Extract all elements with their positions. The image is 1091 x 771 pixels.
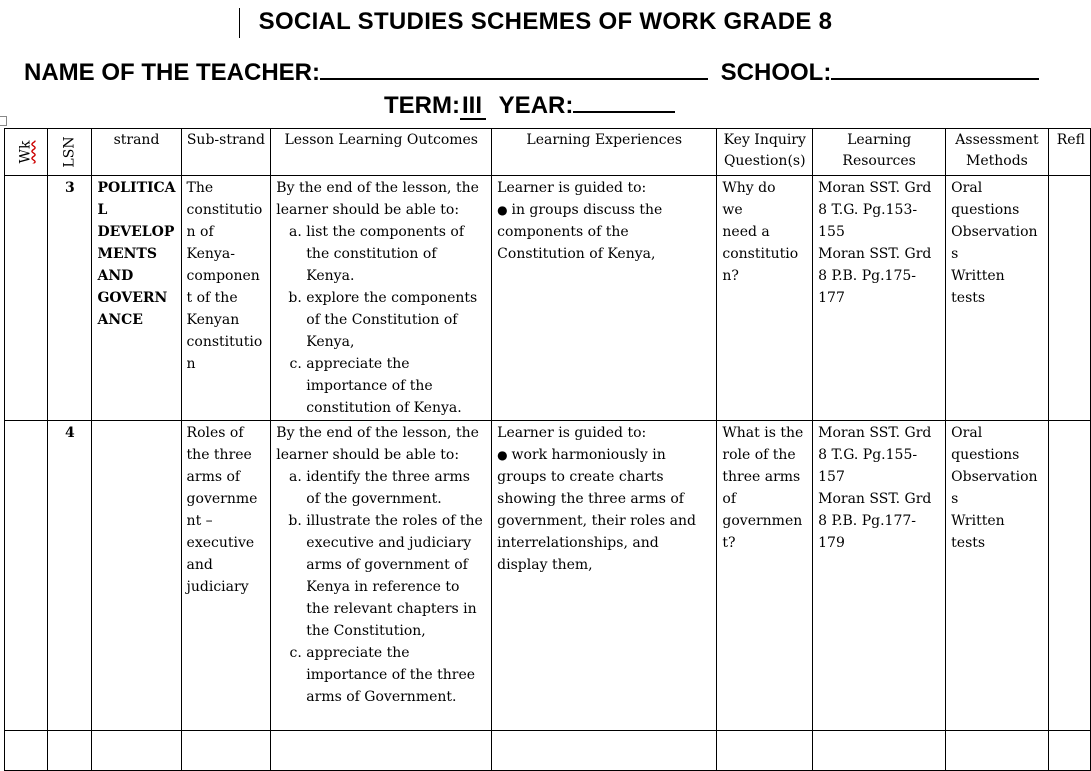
teacher-label: NAME OF THE TEACHER: [24, 59, 320, 86]
strand-cell[interactable] [92, 731, 181, 771]
list-item: ● work harmoniously in groups to create charts showing the three arms of government, their roles and interrelationships, and display them, [497, 444, 711, 576]
outcomes-cell[interactable] [271, 731, 492, 771]
inquiry-cell[interactable] [717, 731, 813, 771]
header-row [5, 129, 1091, 176]
substrand-cell[interactable]: The constitutio n of Kenya- componen t of the Kenyan constitutio n [181, 176, 271, 421]
table-move-handle-icon[interactable] [0, 116, 7, 126]
resources-cell[interactable] [813, 731, 946, 771]
experiences-cell[interactable] [492, 731, 717, 771]
wk-cell[interactable] [5, 176, 48, 421]
header-wk: Wk [5, 129, 48, 176]
inquiry-cell[interactable]: Why do we need a constitutio n? [717, 176, 813, 421]
teacher-name-blank[interactable] [320, 56, 708, 80]
outcomes-cell[interactable]: By the end of the lesson, the learner should be able to: a. identify the three arms of the government. b. illustrate the roles of the executive and judiciary arms of government of Kenya in reference to the relevant chapters in the Constitution, c. appreciate the importance of the three arms of Government. [271, 421, 492, 731]
inquiry-cell[interactable]: What is the role of the three arms of governmen t? [717, 421, 813, 731]
table-row [5, 731, 1091, 771]
list-item: a. list the components of the constitution of Kenya. [306, 221, 486, 287]
assessment-cell[interactable] [946, 731, 1049, 771]
list-item: c. appreciate the importance of the constitution of Kenya. [306, 353, 486, 419]
year-label: YEAR: [498, 92, 574, 119]
wk-cell[interactable] [5, 421, 48, 731]
term-value[interactable]: III [460, 94, 486, 120]
assessment-cell[interactable]: Oral questions Observation s Written tests [946, 421, 1049, 731]
list-item: b. illustrate the roles of the executive and judiciary arms of government of Kenya in reference to the relevant chapters in the Constitution, [306, 510, 486, 642]
wk-cell[interactable] [5, 731, 48, 771]
resources-cell[interactable]: Moran SST. Grd 8 T.G. Pg.155- 157 Moran SST. Grd 8 P.B. Pg.177-179 [813, 421, 946, 731]
table-row [5, 421, 1091, 731]
substrand-cell[interactable]: Roles of the three arms of governme nt – executive and judiciary [181, 421, 271, 731]
year-blank[interactable] [573, 89, 675, 113]
scheme-of-work-table [4, 128, 1091, 771]
strand-cell[interactable] [92, 421, 181, 731]
list-item: b. explore the components of the Constitution of Kenya, [306, 287, 486, 353]
header-strand: strand [92, 129, 181, 176]
teacher-school-line [24, 56, 1039, 87]
term-label: TERM: [384, 92, 460, 119]
text-cursor [239, 8, 240, 38]
document-title: SOCIAL STUDIES SCHEMES OF WORK GRADE 8 [258, 8, 833, 35]
list-item: c. appreciate the importance of the three arms of Government. [306, 642, 486, 708]
list-item: ● in groups discuss the components of the Constitution of Kenya, [497, 199, 711, 265]
table-row [5, 176, 1091, 421]
substrand-cell[interactable] [181, 731, 271, 771]
header-reflection: Refl [1048, 129, 1090, 176]
lsn-cell[interactable]: 3 [48, 176, 92, 421]
lsn-cell[interactable]: 4 [48, 421, 92, 731]
header-inquiry: Key Inquiry Question(s) [717, 129, 813, 176]
experiences-cell[interactable]: Learner is guided to: ● work harmoniously in groups to create charts showing the three arms of government, their roles and interrelationships, and display them, [492, 421, 717, 731]
header-substrand: Sub-strand [181, 129, 271, 176]
header-outcomes: Lesson Learning Outcomes [271, 129, 492, 176]
header-lsn: LSN [48, 129, 92, 176]
resources-cell[interactable]: Moran SST. Grd 8 T.G. Pg.153- 155 Moran SST. Grd 8 P.B. Pg.175-177 [813, 176, 946, 421]
experiences-cell[interactable]: Learner is guided to: ● in groups discuss the components of the Constitution of Kenya, [492, 176, 717, 421]
header-assessment: Assessment Methods [946, 129, 1049, 176]
strand-cell[interactable]: POLITICA L DEVELOP MENTS AND GOVERN ANCE [92, 176, 181, 421]
list-item: a. identify the three arms of the government. [306, 466, 486, 510]
school-name-blank[interactable] [831, 56, 1039, 80]
header-resources: Learning Resources [813, 129, 946, 176]
school-label: SCHOOL: [720, 59, 832, 86]
reflection-cell[interactable] [1048, 176, 1090, 421]
lsn-cell[interactable] [48, 731, 92, 771]
reflection-cell[interactable] [1048, 731, 1090, 771]
assessment-cell[interactable]: Oral questions Observation s Written tests [946, 176, 1049, 421]
header-experiences: Learning Experiences [492, 129, 717, 176]
reflection-cell[interactable] [1048, 421, 1090, 731]
outcomes-cell[interactable]: By the end of the lesson, the learner should be able to: a. list the components of the constitution of Kenya. b. explore the components of the Constitution of Kenya, c. appreciate the importance of the constitution of Kenya. [271, 176, 492, 421]
term-year-line [384, 89, 675, 120]
